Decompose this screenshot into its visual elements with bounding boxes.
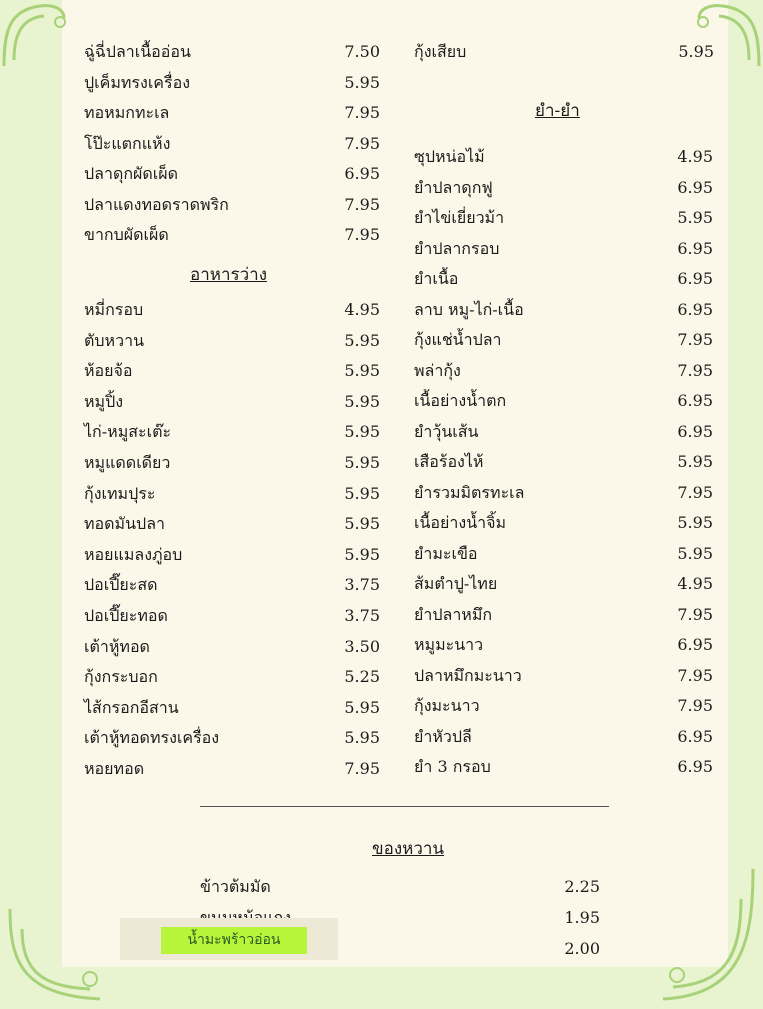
item-price: 7.95 (344, 759, 380, 778)
item-name: ปลาหมึกมะนาว (414, 665, 522, 685)
item-name: ปลาดุกผัดเผ็ด (84, 164, 179, 183)
item-price: 5.95 (344, 422, 380, 442)
item-name: ยำไข่เยี่ยวม้า (414, 208, 505, 227)
item-name: หมี่กรอบ (84, 300, 144, 319)
item-price: 7.95 (677, 604, 713, 624)
item-price: 5.95 (677, 543, 713, 563)
item-name: ปลาแดงทอดราดพริก (84, 194, 229, 214)
item-name: เสือร้องไห้ (414, 452, 484, 471)
item-name: กุ้งมะนาว (414, 696, 480, 715)
item-name: กุ้งเทมปุระ (84, 483, 156, 503)
heading-salads: ยำ-ยำ (535, 101, 580, 121)
item-price: 5.95 (344, 697, 380, 717)
item-name: ห้อยจ้อ (84, 361, 133, 381)
item-price: 5.95 (344, 330, 380, 350)
item-price: 6.95 (677, 726, 713, 746)
item-name: ทอดมันปลา (84, 514, 165, 534)
item-price: 5.95 (344, 453, 380, 472)
item-price: 7.95 (344, 194, 380, 214)
item-price: 6.95 (344, 164, 380, 183)
item-price: 5.95 (677, 513, 713, 532)
item-name: ยำปลากรอบ (414, 238, 500, 258)
item-price: 2.25 (564, 877, 600, 896)
item-name: ทอหมกทะเล (84, 103, 170, 122)
item-name: ตับหวาน (84, 330, 144, 350)
item-price: 6.95 (677, 269, 713, 288)
item-name: ยำเนื้อ (414, 269, 459, 288)
item-price: 5.95 (678, 42, 714, 61)
heading-desserts: ของหวาน (372, 839, 445, 859)
item-price: 7.50 (344, 42, 380, 61)
item-price: 7.95 (344, 103, 380, 122)
item-name: หอยทอด (84, 759, 145, 778)
item-price: 4.95 (344, 300, 380, 319)
item-price: 7.95 (677, 330, 713, 349)
item-price: 6.95 (677, 391, 713, 410)
item-price: 3.75 (344, 606, 380, 625)
item-price: 5.95 (344, 483, 380, 503)
item-name: กุ้งแช่น้ำปลา (414, 330, 502, 349)
item-price: 7.95 (677, 696, 713, 715)
item-name: หมูปิ้ง (84, 391, 124, 411)
item-name: ลาบ หมู-ไก่-เนื้อ (414, 299, 524, 319)
item-name: โป๊ะแตกแห้ง (84, 133, 171, 153)
item-price: 2.00 (564, 939, 600, 958)
corner-ornament-top-left (0, 0, 70, 70)
item-name: หมูแดดเดียว (84, 453, 171, 472)
item-name: เนื้อย่างน้ำจิ้ม (414, 513, 507, 532)
item-name: กุ้งเสียบ (414, 42, 467, 61)
item-name: พล่ากุ้ง (414, 360, 461, 380)
item-price: 7.95 (677, 482, 713, 502)
corner-ornament-bottom-left (0, 899, 110, 1009)
item-price: 6.95 (677, 299, 713, 319)
heading-appetizers: อาหารว่าง (190, 265, 268, 285)
item-name: ยำวุ้นเส้น (414, 421, 479, 441)
corner-ornament-bottom-right (653, 859, 763, 1009)
item-name: ยำ 3 กรอบ (414, 757, 491, 776)
item-name: เต้าหู้ทอดทรงเครื่อง (84, 728, 220, 748)
item-price: 6.95 (677, 421, 713, 441)
item-name: หมูมะนาว (414, 635, 484, 654)
item-name: ขากบผัดเผ็ด (84, 225, 169, 244)
item-price: 7.95 (344, 133, 380, 153)
item-price: 7.95 (677, 360, 713, 380)
item-price: 6.95 (677, 757, 713, 776)
item-price: 5.95 (344, 391, 380, 411)
item-price: 4.95 (677, 574, 713, 593)
item-price: 5.25 (344, 667, 380, 687)
item-name: ปอเปี๊ยะทอด (84, 606, 168, 625)
item-price: 6.95 (677, 238, 713, 258)
item-price: 1.95 (564, 908, 600, 927)
item-name: ข้าวต้มมัด (200, 877, 271, 896)
item-price: 5.95 (344, 361, 380, 381)
item-name: ยำปลาดุกฟู (414, 177, 493, 197)
item-price: 6.95 (677, 177, 713, 197)
item-price: 7.95 (344, 225, 380, 244)
item-name: หอยแมลงภู่อบ (84, 544, 183, 564)
item-price: 7.95 (677, 665, 713, 685)
item-name: ยำปลาหมึก (414, 604, 493, 624)
item-name: ฉู่ฉี่ปลาเนื้ออ่อน (84, 42, 191, 61)
item-price: 5.95 (344, 728, 380, 748)
item-name: ปูเค็มทรงเครื่อง (84, 72, 191, 92)
item-name: กุ้งกระบอก (84, 667, 158, 687)
item-name: เต้าหู้ทอด (84, 636, 150, 656)
item-price: 5.95 (344, 514, 380, 534)
item-name: ไส้กรอกอีสาน (84, 697, 179, 717)
handwritten-sticker: น้ำมะพร้าวอ่อน (161, 927, 307, 954)
item-price: 5.95 (677, 452, 713, 471)
item-name: ยำมะเขือ (414, 543, 478, 563)
item-price: 3.75 (344, 575, 380, 595)
item-name: ยำรวมมิตรทะเล (414, 482, 525, 502)
item-name: ยำหัวปลี (414, 726, 472, 746)
item-price: 5.95 (677, 208, 713, 227)
item-price: 3.50 (344, 636, 380, 656)
item-name: ซุปหน่อไม้ (414, 147, 485, 166)
item-name: ปอเปี๊ยะสด (84, 575, 158, 595)
item-name: ส้มตำปู-ไทย (414, 574, 498, 593)
item-name: เนื้อย่างน้ำตก (414, 391, 507, 410)
item-name: ไก่-หมูสะเต๊ะ (84, 422, 172, 442)
item-price: 5.95 (344, 544, 380, 564)
item-price: 4.95 (677, 147, 713, 166)
item-price: 5.95 (344, 72, 380, 92)
section-divider (200, 806, 609, 807)
item-price: 6.95 (677, 635, 713, 654)
